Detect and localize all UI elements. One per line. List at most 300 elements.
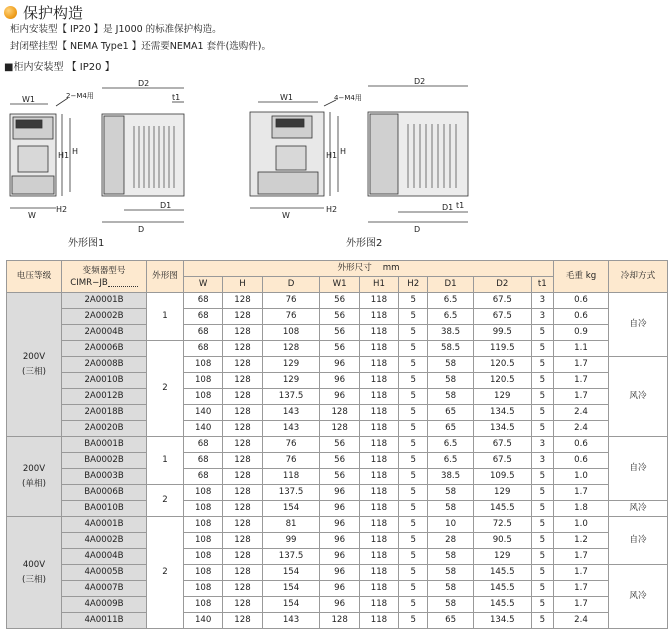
dim-cell-h: 128 (223, 613, 262, 629)
dim-cell-w: 68 (184, 293, 223, 309)
dim-d-label: D (414, 225, 421, 234)
cooling-cell: 风冷 (609, 501, 668, 517)
dim-cell-h2: 5 (399, 549, 428, 565)
dim-d2-label: D2 (414, 77, 426, 86)
dim-cell-w1: 56 (320, 453, 359, 469)
dim-cell-h1: 118 (359, 421, 398, 437)
voltage-cell (7, 517, 62, 629)
dim-cell-t1: 5 (531, 485, 553, 501)
weight-cell: 1.7 (554, 581, 609, 597)
dim-cell-d1: 58.5 (428, 341, 474, 357)
dim-cell-d: 76 (262, 437, 320, 453)
dim-cell-w1: 96 (320, 373, 359, 389)
weight-cell: 1.7 (554, 357, 609, 373)
dim-cell-h1: 118 (359, 453, 398, 469)
model-cell: 2A0010B (62, 373, 147, 389)
dim-w-label: W (282, 211, 290, 220)
dim-cell-d2: 109.5 (473, 469, 531, 485)
dim-cell-w: 108 (184, 501, 223, 517)
model-cell: 4A0002B (62, 533, 147, 549)
dim-cell-h1: 118 (359, 325, 398, 341)
dim-cell-d1: 58 (428, 549, 474, 565)
dim-cell-d: 154 (262, 581, 320, 597)
dim-cell-h: 128 (223, 421, 262, 437)
dim-h1-label: H1 (58, 151, 70, 160)
figure-cell: 2 (147, 485, 184, 517)
dims-header-label: 外形尺寸 (337, 263, 372, 273)
model-cell: 4A0004B (62, 549, 147, 565)
dim-cell-w1: 96 (320, 357, 359, 373)
dim-cell-w1: 56 (320, 341, 359, 357)
dim-cell-w1: 96 (320, 501, 359, 517)
dim-cell-t1: 5 (531, 405, 553, 421)
dim-col-header-d2: D2 (473, 277, 531, 293)
dim-cell-d2: 145.5 (473, 501, 531, 517)
figure-2-caption: 外形图2 (346, 238, 383, 249)
dim-cell-t1: 5 (531, 533, 553, 549)
voltage-phase: (三相) (22, 366, 46, 377)
dim-w-label: W (28, 211, 36, 220)
dim-cell-d1: 58 (428, 373, 474, 389)
model-suffix-placeholder (108, 278, 138, 287)
dim-cell-h2: 5 (399, 325, 428, 341)
voltage-cell (7, 293, 62, 437)
dim-col-header-w: W (184, 277, 223, 293)
dim-cell-d1: 58 (428, 389, 474, 405)
dim-cell-d: 143 (262, 405, 320, 421)
dim-cell-t1: 5 (531, 581, 553, 597)
dim-cell-d2: 67.5 (473, 453, 531, 469)
voltage-cell (7, 437, 62, 517)
table-row (7, 581, 668, 597)
dim-cell-w1: 96 (320, 389, 359, 405)
dim-cell-h: 128 (223, 581, 262, 597)
dim-cell-t1: 3 (531, 293, 553, 309)
dim-col-header-w1: W1 (320, 277, 359, 293)
dim-cell-h2: 5 (399, 485, 428, 501)
dim-cell-d2: 134.5 (473, 613, 531, 629)
model-cell: BA0006B (62, 485, 147, 501)
dim-cell-d1: 6.5 (428, 453, 474, 469)
model-cell: 4A0011B (62, 613, 147, 629)
dim-cell-d: 76 (262, 293, 320, 309)
dim-cell-h: 128 (223, 293, 262, 309)
table-row (7, 389, 668, 405)
dim-cell-d1: 58 (428, 581, 474, 597)
dim-cell-t1: 5 (531, 341, 553, 357)
dim-cell-d1: 28 (428, 533, 474, 549)
voltage-phase: (单相) (22, 478, 46, 489)
dim-cell-d1: 58 (428, 565, 474, 581)
col-dims-header (184, 261, 554, 277)
model-cell: 2A0002B (62, 309, 147, 325)
dim-cell-d1: 58 (428, 357, 474, 373)
dim-cell-h1: 118 (359, 357, 398, 373)
col-figure-header: 外形图 (147, 261, 184, 293)
dim-cell-h: 128 (223, 373, 262, 389)
dim-cell-w: 140 (184, 405, 223, 421)
dim-cell-d1: 6.5 (428, 437, 474, 453)
spec-table-body (7, 293, 668, 629)
dim-cell-d1: 6.5 (428, 293, 474, 309)
dim-cell-w1: 96 (320, 485, 359, 501)
dim-cell-w1: 96 (320, 533, 359, 549)
model-cell: 4A0001B (62, 517, 147, 533)
cooling-cell: 风冷 (609, 565, 668, 629)
model-cell: 2A0006B (62, 341, 147, 357)
dim-cell-w1: 96 (320, 549, 359, 565)
outline-drawing-1 (4, 76, 214, 236)
cooling-cell: 自冷 (609, 293, 668, 357)
dim-cell-t1: 5 (531, 613, 553, 629)
section-header (4, 2, 83, 22)
dim-cell-d: 118 (262, 469, 320, 485)
model-cell: 2A0008B (62, 357, 147, 373)
dim-cell-d2: 145.5 (473, 565, 531, 581)
model-cell: 4A0007B (62, 581, 147, 597)
dim-h-label: H (340, 147, 347, 156)
dim-cell-w: 68 (184, 325, 223, 341)
dim-cell-h2: 5 (399, 613, 428, 629)
dim-cell-h2: 5 (399, 421, 428, 437)
model-cell: BA0010B (62, 501, 147, 517)
dim-cell-h1: 118 (359, 485, 398, 501)
dim-cell-h: 128 (223, 437, 262, 453)
dim-cell-h2: 5 (399, 565, 428, 581)
dim-cell-h: 128 (223, 533, 262, 549)
dim-cell-h2: 5 (399, 309, 428, 325)
dim-cell-w: 68 (184, 437, 223, 453)
dim-cell-d: 76 (262, 453, 320, 469)
dim-cell-h1: 118 (359, 469, 398, 485)
weight-cell: 0.6 (554, 293, 609, 309)
mount-hole-label: 4−M4用 (334, 94, 362, 102)
voltage-value: 200V (22, 463, 46, 474)
dim-col-header-t1: t1 (531, 277, 553, 293)
dim-cell-d2: 145.5 (473, 597, 531, 613)
dim-cell-t1: 5 (531, 501, 553, 517)
dim-cell-d: 137.5 (262, 389, 320, 405)
dim-h2-label: H2 (56, 205, 68, 214)
model-cell: 2A0004B (62, 325, 147, 341)
dim-cell-h2: 5 (399, 357, 428, 373)
dim-cell-d: 99 (262, 533, 320, 549)
dim-cell-w1: 96 (320, 597, 359, 613)
dim-d2-label: D2 (138, 79, 150, 88)
model-header-line-2 (62, 277, 146, 289)
figure-cell: 2 (147, 341, 184, 437)
dim-cell-d: 108 (262, 325, 320, 341)
dim-cell-h: 128 (223, 453, 262, 469)
dim-cell-t1: 5 (531, 357, 553, 373)
table-row (7, 405, 668, 421)
model-cell: 2A0018B (62, 405, 147, 421)
dim-cell-w1: 56 (320, 469, 359, 485)
dim-cell-h2: 5 (399, 517, 428, 533)
dim-cell-d2: 67.5 (473, 293, 531, 309)
dim-cell-w: 108 (184, 389, 223, 405)
mount-hole-label: 2−M4用 (66, 92, 94, 100)
dim-cell-w: 68 (184, 469, 223, 485)
table-row (7, 517, 668, 533)
weight-cell: 0.6 (554, 437, 609, 453)
dim-cell-h2: 5 (399, 469, 428, 485)
table-row (7, 613, 668, 629)
figure-cell: 1 (147, 293, 184, 341)
dim-cell-h1: 118 (359, 501, 398, 517)
dim-cell-d2: 129 (473, 389, 531, 405)
dim-cell-h: 128 (223, 517, 262, 533)
dim-cell-w1: 128 (320, 405, 359, 421)
figure-cell: 1 (147, 437, 184, 485)
dim-cell-w: 140 (184, 421, 223, 437)
dim-cell-t1: 5 (531, 389, 553, 405)
model-cell: 2A0020B (62, 421, 147, 437)
dim-h-label: H (72, 147, 79, 156)
dim-cell-w: 68 (184, 341, 223, 357)
dim-cell-w: 108 (184, 357, 223, 373)
weight-cell: 1.0 (554, 469, 609, 485)
dim-h1-label: H1 (326, 151, 338, 160)
dim-cell-h2: 5 (399, 581, 428, 597)
table-row (7, 597, 668, 613)
weight-cell: 1.7 (554, 389, 609, 405)
dim-cell-h1: 118 (359, 405, 398, 421)
dim-cell-t1: 5 (531, 597, 553, 613)
dim-cell-h1: 118 (359, 389, 398, 405)
dim-cell-d: 143 (262, 421, 320, 437)
dim-cell-h2: 5 (399, 293, 428, 309)
model-cell: BA0003B (62, 469, 147, 485)
dim-cell-h2: 5 (399, 533, 428, 549)
dim-cell-w: 108 (184, 517, 223, 533)
dim-cell-w1: 96 (320, 517, 359, 533)
weight-cell: 1.0 (554, 517, 609, 533)
dim-cell-h1: 118 (359, 437, 398, 453)
figure-1-caption: 外形图1 (68, 238, 105, 249)
voltage-value: 200V (22, 351, 46, 362)
dim-cell-w1: 128 (320, 613, 359, 629)
dim-cell-d1: 58 (428, 501, 474, 517)
dim-col-header-h2: H2 (399, 277, 428, 293)
dim-cell-h1: 118 (359, 341, 398, 357)
dim-cell-h1: 118 (359, 293, 398, 309)
cooling-cell: 自冷 (609, 437, 668, 501)
dim-cell-h: 128 (223, 469, 262, 485)
dim-cell-h: 128 (223, 485, 262, 501)
dim-t1-label: t1 (456, 201, 465, 210)
dim-cell-t1: 5 (531, 373, 553, 389)
model-cell: 4A0009B (62, 597, 147, 613)
model-cell: 2A0001B (62, 293, 147, 309)
dim-cell-h1: 118 (359, 549, 398, 565)
bullet-circle-icon (4, 6, 17, 19)
dim-cell-d: 154 (262, 565, 320, 581)
outline-drawing-2 (244, 76, 494, 236)
dim-cell-h: 128 (223, 341, 262, 357)
dim-w1-label: W1 (22, 95, 35, 104)
dim-cell-h2: 5 (399, 405, 428, 421)
intro-line-1: 柜内安装型【 IP20 】是 J1000 的标准保护构造。 (10, 24, 222, 35)
dim-cell-h1: 118 (359, 373, 398, 389)
col-weight-header: 毛重 kg (554, 261, 609, 293)
dim-cell-d: 129 (262, 373, 320, 389)
dim-cell-h: 128 (223, 565, 262, 581)
dim-cell-h2: 5 (399, 501, 428, 517)
intro-line-2: 封闭壁挂型【 NEMA Type1 】还需要NEMA1 套件(选购件)。 (10, 41, 272, 52)
dim-cell-w1: 56 (320, 325, 359, 341)
dim-cell-h1: 118 (359, 597, 398, 613)
dim-col-header-h: H (223, 277, 262, 293)
dim-cell-h1: 118 (359, 533, 398, 549)
dim-cell-w: 108 (184, 565, 223, 581)
table-row (7, 549, 668, 565)
dim-cell-w: 140 (184, 613, 223, 629)
weight-cell: 1.1 (554, 341, 609, 357)
dim-cell-d1: 65 (428, 613, 474, 629)
weight-cell: 1.8 (554, 501, 609, 517)
dim-cell-h1: 118 (359, 517, 398, 533)
weight-cell: 1.7 (554, 549, 609, 565)
dim-cell-d1: 6.5 (428, 309, 474, 325)
col-model-header (62, 261, 147, 293)
dim-cell-t1: 5 (531, 517, 553, 533)
dim-cell-d2: 67.5 (473, 437, 531, 453)
dim-cell-w: 68 (184, 309, 223, 325)
dim-cell-d2: 129 (473, 549, 531, 565)
table-row (7, 501, 668, 517)
model-cell: 4A0005B (62, 565, 147, 581)
dim-cell-d: 128 (262, 341, 320, 357)
dim-cell-d2: 119.5 (473, 341, 531, 357)
dim-col-header-h1: H1 (359, 277, 398, 293)
dim-cell-t1: 5 (531, 549, 553, 565)
dim-cell-d2: 90.5 (473, 533, 531, 549)
dim-cell-h: 128 (223, 309, 262, 325)
model-header-line-1: 变频器型号 (82, 265, 126, 276)
dim-col-header-d1: D1 (428, 277, 474, 293)
table-row (7, 421, 668, 437)
dim-cell-d: 137.5 (262, 549, 320, 565)
dim-cell-h: 128 (223, 597, 262, 613)
model-prefix: CIMR−JB (70, 277, 108, 288)
dim-cell-w1: 56 (320, 309, 359, 325)
dim-cell-d1: 10 (428, 517, 474, 533)
dim-d1-label: D1 (160, 201, 172, 210)
table-row (7, 325, 668, 341)
table-row (7, 533, 668, 549)
dim-cell-h: 128 (223, 325, 262, 341)
table-row (7, 309, 668, 325)
dim-cell-h2: 5 (399, 453, 428, 469)
weight-cell: 2.4 (554, 405, 609, 421)
dim-cell-w: 108 (184, 533, 223, 549)
dim-cell-d2: 134.5 (473, 421, 531, 437)
dim-cell-d2: 67.5 (473, 309, 531, 325)
weight-cell: 1.2 (554, 533, 609, 549)
dim-cell-d2: 120.5 (473, 357, 531, 373)
table-row (7, 565, 668, 581)
dim-cell-d: 81 (262, 517, 320, 533)
dim-cell-d: 137.5 (262, 485, 320, 501)
dim-cell-d1: 38.5 (428, 469, 474, 485)
spec-table (6, 260, 668, 629)
dim-cell-d1: 65 (428, 405, 474, 421)
dim-cell-t1: 5 (531, 565, 553, 581)
weight-cell: 1.7 (554, 597, 609, 613)
model-cell: BA0001B (62, 437, 147, 453)
voltage-value: 400V (22, 559, 46, 570)
dim-cell-h2: 5 (399, 597, 428, 613)
table-row (7, 485, 668, 501)
dim-cell-h: 128 (223, 549, 262, 565)
dim-cell-d1: 58 (428, 597, 474, 613)
dim-w1-label: W1 (280, 93, 293, 102)
cooling-cell: 风冷 (609, 357, 668, 437)
dim-cell-w1: 128 (320, 421, 359, 437)
col-voltage-header: 电压等级 (7, 261, 62, 293)
dim-cell-w: 108 (184, 581, 223, 597)
dim-cell-w1: 96 (320, 581, 359, 597)
dim-cell-w: 108 (184, 597, 223, 613)
weight-cell: 1.7 (554, 373, 609, 389)
dim-cell-d2: 145.5 (473, 581, 531, 597)
dim-cell-t1: 5 (531, 325, 553, 341)
model-cell: 2A0012B (62, 389, 147, 405)
dim-cell-h1: 118 (359, 581, 398, 597)
dim-cell-d2: 72.5 (473, 517, 531, 533)
table-row (7, 341, 668, 357)
dim-cell-w: 108 (184, 549, 223, 565)
dim-cell-h1: 118 (359, 565, 398, 581)
dim-cell-h2: 5 (399, 437, 428, 453)
dim-col-header-d: D (262, 277, 320, 293)
dim-cell-w1: 56 (320, 437, 359, 453)
dim-cell-h: 128 (223, 389, 262, 405)
dim-cell-h1: 118 (359, 309, 398, 325)
weight-cell: 0.9 (554, 325, 609, 341)
weight-cell: 2.4 (554, 421, 609, 437)
dim-cell-d2: 120.5 (473, 373, 531, 389)
dim-cell-h: 128 (223, 405, 262, 421)
dim-cell-h: 128 (223, 501, 262, 517)
voltage-phase: (三相) (22, 574, 46, 585)
dims-unit-label: mm (382, 263, 400, 273)
dim-h2-label: H2 (326, 205, 338, 214)
dim-cell-d: 154 (262, 501, 320, 517)
dim-cell-w1: 96 (320, 565, 359, 581)
weight-cell: 0.6 (554, 453, 609, 469)
dim-cell-t1: 3 (531, 453, 553, 469)
table-row (7, 357, 668, 373)
dim-cell-h: 128 (223, 357, 262, 373)
dim-cell-d1: 65 (428, 421, 474, 437)
dim-cell-t1: 5 (531, 469, 553, 485)
dim-cell-w: 108 (184, 373, 223, 389)
dim-cell-h2: 5 (399, 373, 428, 389)
dim-cell-d2: 99.5 (473, 325, 531, 341)
dim-cell-w: 68 (184, 453, 223, 469)
weight-cell: 0.6 (554, 309, 609, 325)
dim-cell-d2: 129 (473, 485, 531, 501)
dim-cell-t1: 3 (531, 437, 553, 453)
table-row (7, 437, 668, 453)
dim-cell-h2: 5 (399, 389, 428, 405)
table-row (7, 453, 668, 469)
weight-cell: 2.4 (554, 613, 609, 629)
model-cell: BA0002B (62, 453, 147, 469)
dim-t1-label: t1 (172, 93, 181, 102)
